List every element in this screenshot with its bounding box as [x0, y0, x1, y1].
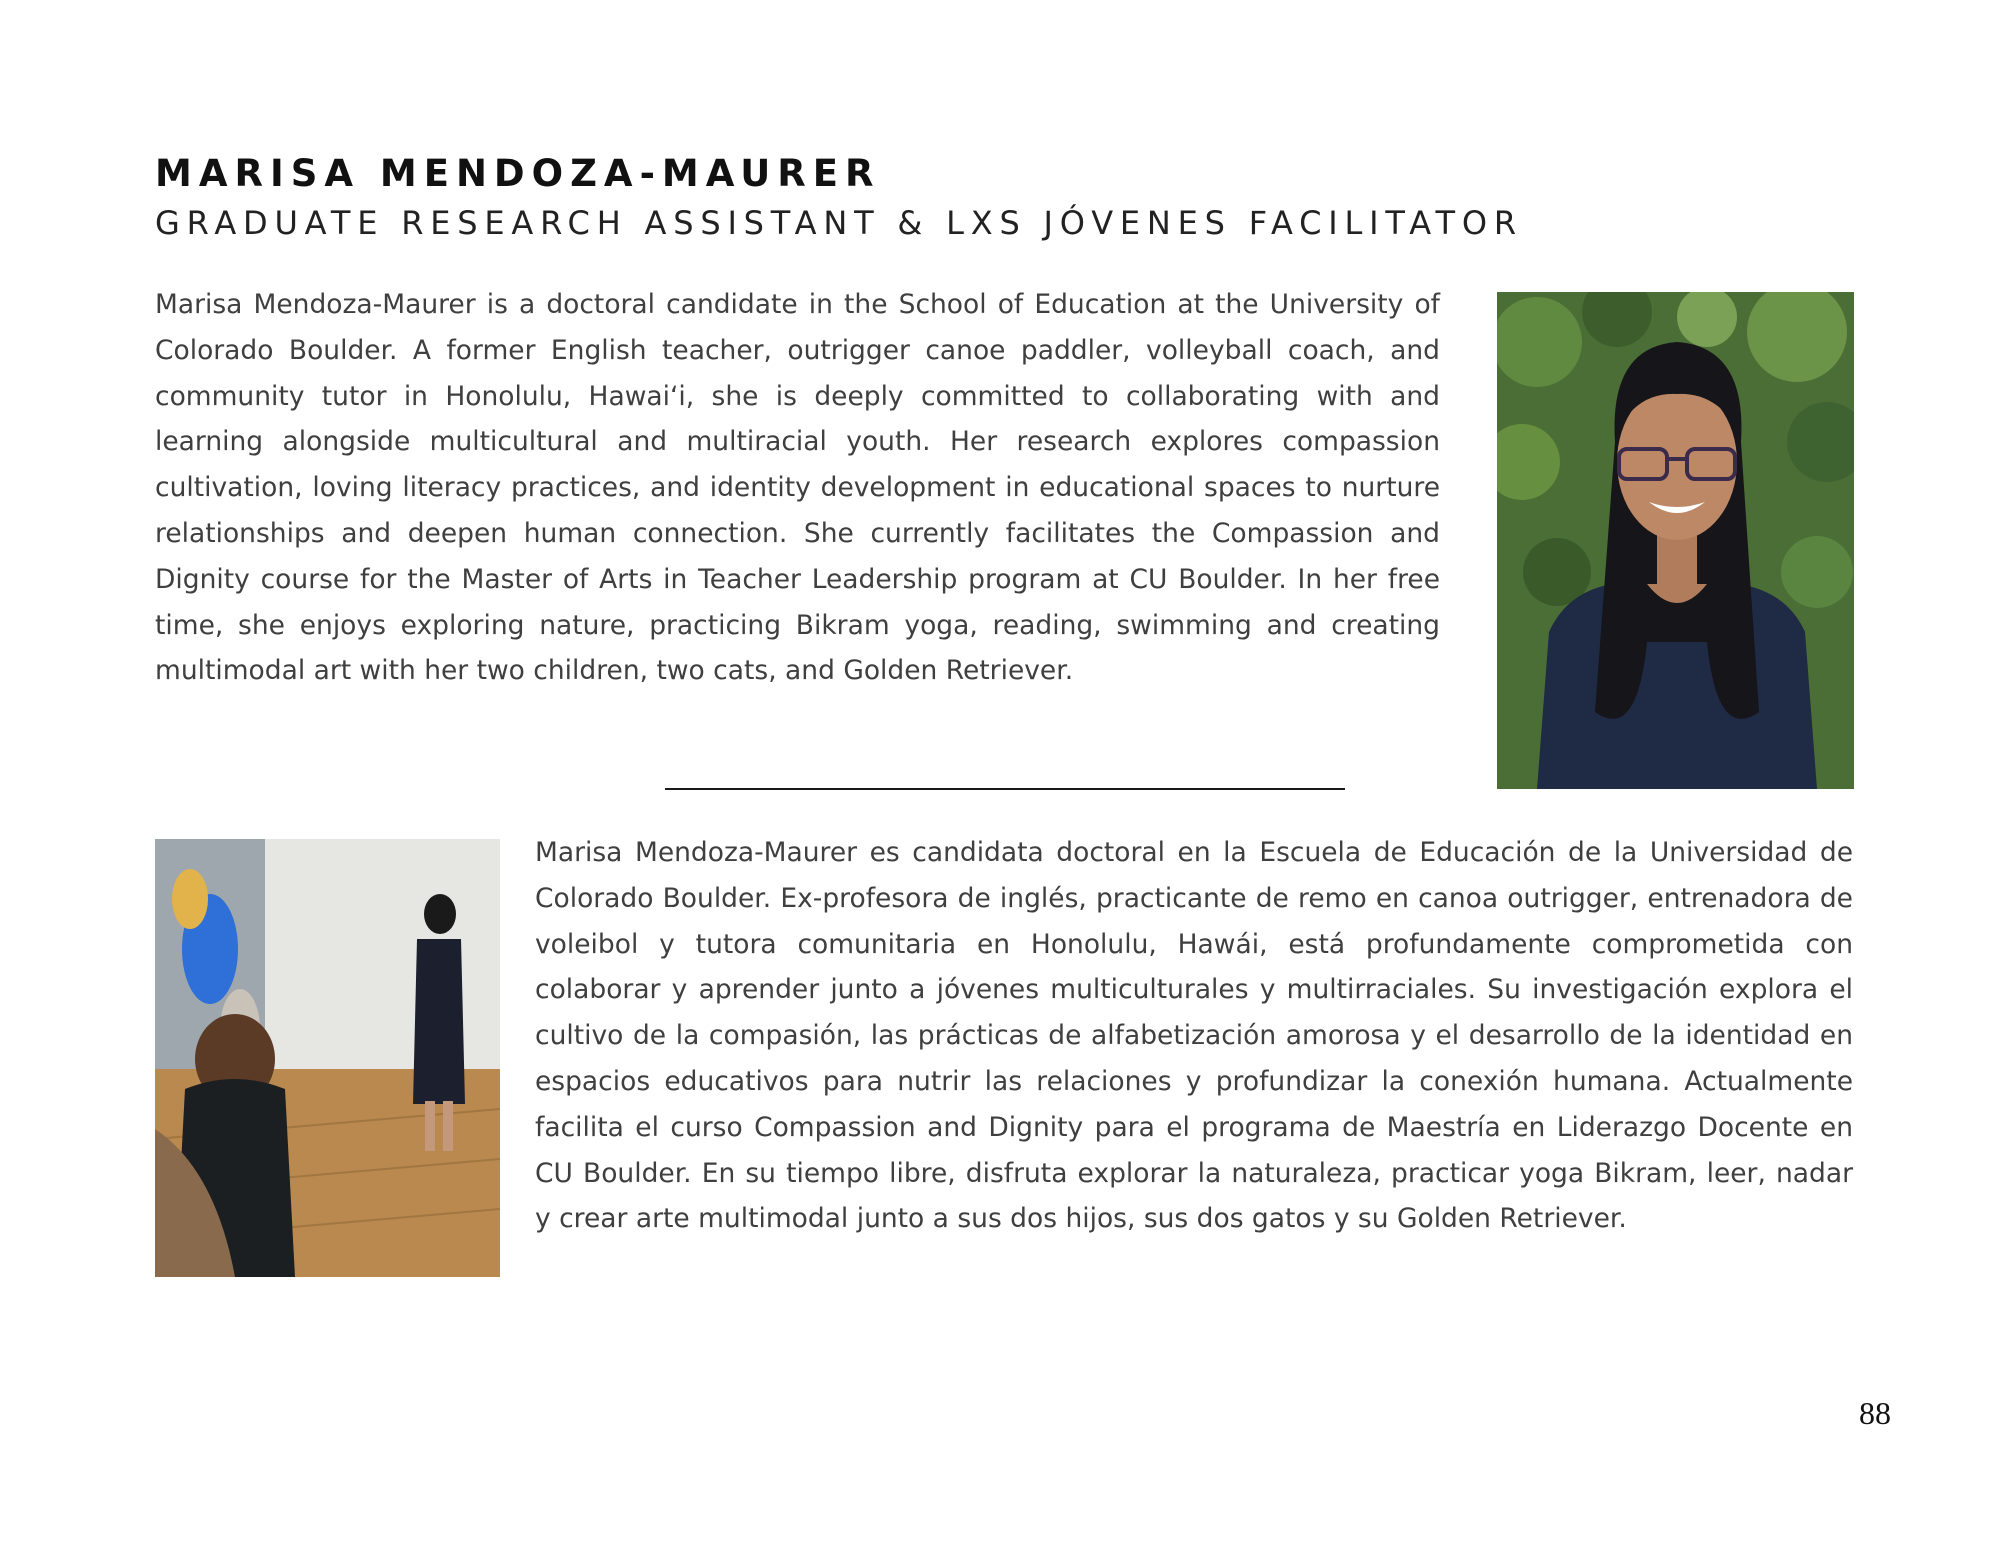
profile-role: GRADUATE RESEARCH ASSISTANT & LXS JÓVENES FACILITATOR	[155, 204, 1523, 242]
section-divider	[665, 788, 1345, 790]
gallery-photo	[155, 839, 500, 1277]
profile-name: MARISA MENDOZA-MAURER	[155, 152, 881, 195]
bio-english: Marisa Mendoza-Maurer is a doctoral candidate in the School of Education at the University of Colorado Boulder. A former English teacher, outrigger canoe paddler, volleyball coach, and community tutor in Honolulu, Hawaiʻi, she is deeply committed to collaborating with and learning alongside multicultural and multiracial youth. Her research explores compassion cultivation, loving literacy practices, and identity development in educational spaces to nurture relationships and deepen human connection. She currently facilitates the Compassion and Dignity course for the Master of Arts in Teacher Leadership program at CU Boulder. In her free time, she enjoys exploring nature, practicing Bikram yoga, reading, swimming and creating multimodal art with her two children, two cats, and Golden Retriever.	[155, 289, 1440, 687]
bio-spanish: Marisa Mendoza-Maurer es candidata doctoral en la Escuela de Educación de la Universidad de Colorado Boulder. Ex-profesora de inglés, practicante de remo en canoa outrigger, entrenadora de voleibol y tutora comunitaria en Honolulu, Hawái, está profundamente comprometida con colaborar y aprender junto a jóvenes multiculturales y multirraciales. Su investigación explora el cultivo de la compasión, las prácticas de alfabetización amorosa y el desarrollo de la identidad en espacios educativos para nutrir las relaciones y profundizar la conexión humana. Actualmente facilita el curso Compassion and Dignity para el programa de Maestría en Liderazgo Docente en CU Boulder. En su tiempo libre, disfruta explorar la naturaleza, practicar yoga Bikram, leer, nadar y crear arte multimodal junto a sus dos hijos, sus dos gatos y su Golden Retriever.	[535, 837, 1853, 1235]
page-number: 88	[1859, 1395, 1891, 1431]
portrait-photo	[1497, 292, 1854, 789]
